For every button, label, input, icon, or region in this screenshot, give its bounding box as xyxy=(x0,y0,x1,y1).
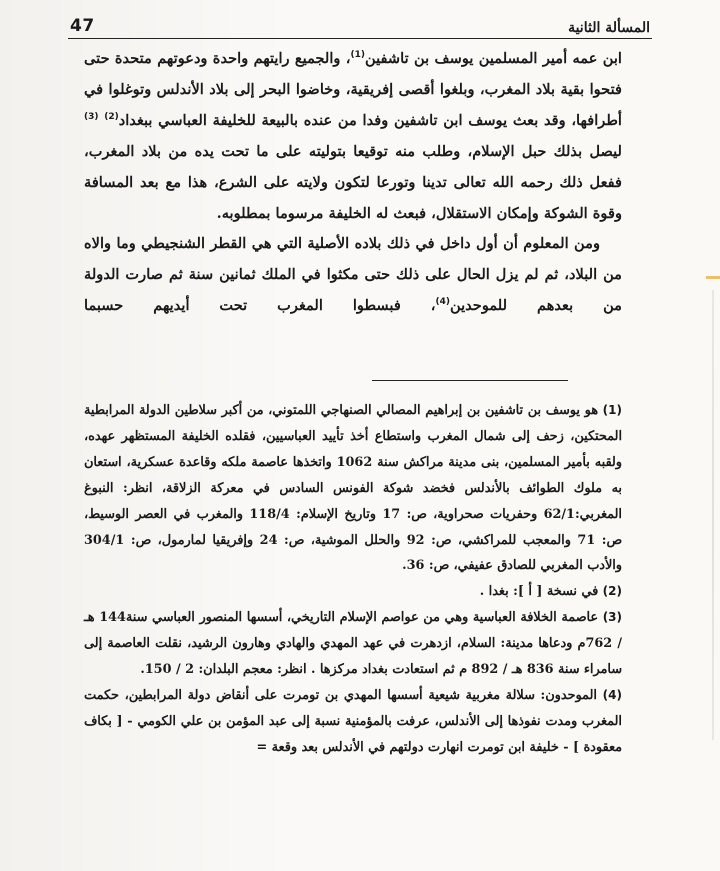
footnote-4 xyxy=(84,683,622,761)
paragraph-2: ومن المعلوم أن أول داخل في ذلك بلاده الأصلية التي هي القطر الشنجيطي وما والاه من البلاد، ثم لم يزل الحال على ذلك حتى مكثوا في الملك ثمانين سنة ثم صارت الدولة من بعدهم للموحدين$^{(4)}$، فبسطوا المغرب تحت أيديهم حسبما xyxy=(84,235,623,315)
footnote-label: (1) xyxy=(602,403,622,417)
footnote-3 xyxy=(84,605,622,683)
footnote-ref-3[interactable]: (3) xyxy=(84,111,99,122)
footnote-label: (4) xyxy=(602,687,622,702)
footnote-text: الموحدون: سلالة مغربية شيعية أسسها المهدي بن تومرت على أنقاض دولة المرابطين، حكمت المغرب ومدت نفوذها إلى الأندلس، عرفت بالمؤمنية نسبة إلى عبد المؤمن بن علي الكومي - [ بكاف معقودة ] - خليفة ابن تومرت انهارت دولتهم في الأندلس بعد وقعة = xyxy=(84,687,622,755)
footnote-ref-2[interactable]: (2) xyxy=(104,111,119,122)
footnote-text: في نسخة [ أ ]: بغدا . xyxy=(479,584,599,600)
footnotes xyxy=(84,398,622,761)
page-edge-shadow xyxy=(712,290,714,740)
footnote-ref-4[interactable]: (4) xyxy=(435,297,450,308)
footnote-label: (2) xyxy=(602,584,622,599)
footnote-1 xyxy=(84,398,622,579)
footnote-label: (3) xyxy=(602,610,623,625)
running-title: المسألة الثانية xyxy=(568,20,650,36)
paragraph-1: ابن عمه أمير المسلمين يوسف بن تاشفين$^{(1)}$، والجميع رايتهم واحدة ودعوتهم متحدة حتى فتحوا بقية بلاد المغرب، وبلغوا أقصى إفريقية، وخاضوا البحر إلى بلاد الأندلس وتوغلوا في أطرافها، وقد بعث يوسف ابن تاشفين وفدا من عنده بالبيعة للخليفة العباسي ببغداد$^{(2)}$ $^{(3)}$ ليصل بذلك حبل الإسلام، وطلب منه توقيعا بتوليته على ما تحت يده من بلاد المغرب، ففعل ذلك رحمه الله تعالى تدينا وتورعا لتكون ولايته على الشرع، هذا مع بعد المسافة وقوة الشوكة وإمكان الاستقلال، فبعث له الخليفة مرسوما بمطلوبه. xyxy=(84,50,622,222)
header-rule xyxy=(68,38,652,39)
footnote-text: هو يوسف بن تاشفين بن إبراهيم المصالي الصنهاجي اللمتوني، من أكبر سلاطين الدولة المرابطية المحتكين، زحف إلى شمال المغرب واستطاع أخذ تأييد العباسيين، فقلده الخليفة المستظهر عهده، ولقبه بأمير المسلمين، بنى مدينة مراكش سنة 1062 واتخذها عاصمة ملكه وقاعدة عسكرية، استعان به ملوك الطوائف بالأندلس فخضد شوكة الفونس السادس في معركة الزلاقة، انظر: النبوغ المغربي:62/1 وحفريات صحراوية، ص: 17 وتاريخ الإسلام: 118/4 والمغرب في العصر الوسيط، ص: 71 والمعجب للمراكشي، ص: 92 والحلل الموشية، ص: 24 وإفريقيا لمارمول، ص: 304/1 والأدب المغربي للصادق عفيفي، ص: 36. xyxy=(84,403,622,574)
footnote-ref-1[interactable]: (1) xyxy=(350,50,366,61)
footnote-text: عاصمة الخلافة العباسية وهي من عواصم الإسلام التاريخي، أسسها المنصور العباسي سنة144 هـ / 762م ودعاها مدينة: السلام، ازدهرت في عهد المهدي والهادي وهارون الرشيد، نقلت العاصمة إلى سامراء سنة 836 هـ / 892 م ثم استعادت بغداد مركزها . انظر: معجم البلدان: 2 / 150. xyxy=(84,610,622,678)
footnote-separator xyxy=(372,380,568,381)
footnote-2 xyxy=(84,579,622,605)
page-header xyxy=(70,6,650,36)
page-edge-marker xyxy=(706,276,720,279)
main-text xyxy=(84,44,622,322)
page-number: 47 xyxy=(70,16,95,36)
